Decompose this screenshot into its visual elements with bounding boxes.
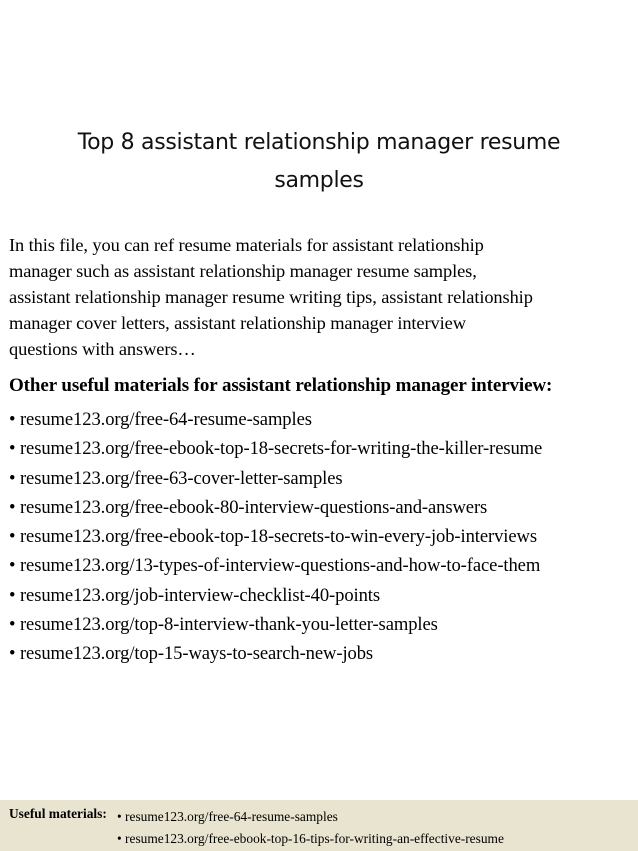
footer-label: Useful materials: xyxy=(9,806,107,821)
intro-line: manager such as assistant relationship manager resume samples, xyxy=(9,261,477,281)
title-line: samples xyxy=(274,168,364,193)
footer-bar xyxy=(0,800,638,851)
footer-link[interactable]: • resume123.org/free-64-resume-samples xyxy=(117,809,338,824)
materials-link[interactable]: • resume123.org/top-8-interview-thank-you-letter-samples xyxy=(9,614,438,636)
materials-link[interactable]: • resume123.org/free-ebook-80-interview-questions-and-answers xyxy=(9,496,488,518)
materials-link[interactable]: • resume123.org/free-ebook-top-18-secrets-for-writing-the-killer-resume xyxy=(9,438,543,460)
materials-heading: Other useful materials for assistant relationship manager interview: xyxy=(9,375,553,396)
materials-link[interactable]: • resume123.org/job-interview-checklist-40-points xyxy=(9,584,380,606)
intro-line: manager cover letters, assistant relationship manager interview xyxy=(9,313,466,333)
materials-link[interactable]: • resume123.org/free-64-resume-samples xyxy=(9,409,312,430)
intro-line: questions with answers… xyxy=(9,339,196,359)
document-title xyxy=(0,124,638,200)
intro-paragraph xyxy=(9,232,633,362)
materials-link[interactable]: • resume123.org/top-15-ways-to-search-new-jobs xyxy=(9,643,374,665)
title-line: Top 8 assistant relationship manager resume xyxy=(77,130,561,155)
intro-line: In this file, you can ref resume materials for assistant relationship xyxy=(9,235,484,255)
materials-link[interactable]: • resume123.org/13-types-of-interview-questions-and-how-to-face-them xyxy=(9,555,541,577)
footer-link-list xyxy=(117,806,504,850)
materials-link[interactable]: • resume123.org/free-63-cover-letter-samples xyxy=(9,467,343,489)
materials-link[interactable]: • resume123.org/free-ebook-top-18-secrets-to-win-every-job-interviews xyxy=(9,526,537,548)
intro-line: assistant relationship manager resume writing tips, assistant relationship xyxy=(9,287,533,307)
footer-link[interactable]: • resume123.org/free-ebook-top-16-tips-for-writing-an-effective-resume xyxy=(117,831,504,846)
materials-link-list xyxy=(9,405,542,669)
